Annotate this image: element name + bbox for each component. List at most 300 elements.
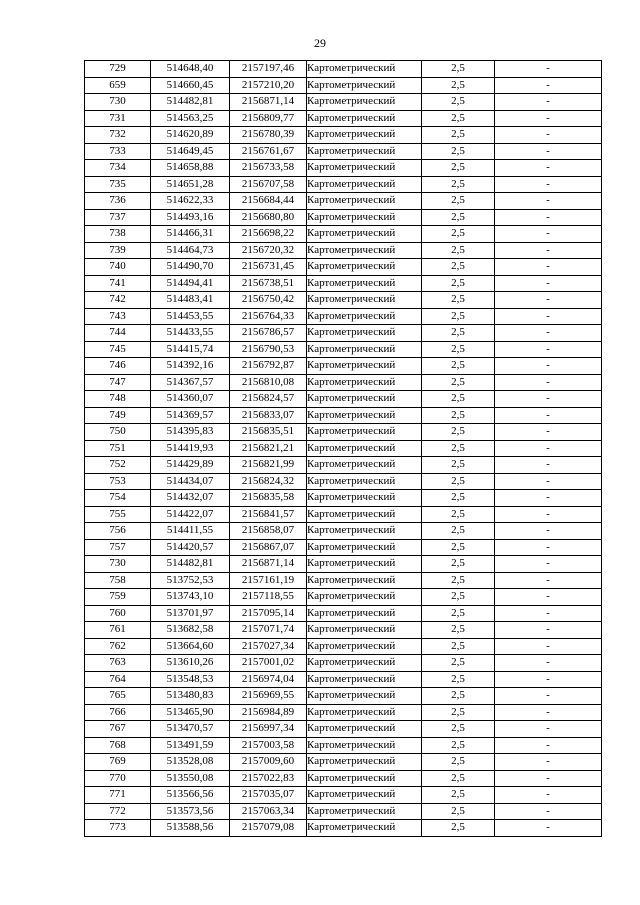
table-row — [85, 457, 602, 474]
x-coordinate-cell: 514432,07 — [151, 490, 230, 507]
accuracy-cell: 2,5 — [422, 556, 495, 573]
method-cell: Картометрический — [307, 325, 422, 342]
y-coordinate-cell: 2156733,58 — [230, 160, 307, 177]
y-coordinate-cell: 2157071,74 — [230, 622, 307, 639]
y-coordinate-cell: 2156764,33 — [230, 308, 307, 325]
x-coordinate-cell: 514651,28 — [151, 176, 230, 193]
description-cell: - — [495, 457, 602, 474]
point-number-cell: 767 — [85, 721, 151, 738]
accuracy-cell: 2,5 — [422, 226, 495, 243]
method-cell: Картометрический — [307, 688, 422, 705]
table-row — [85, 572, 602, 589]
table-row — [85, 655, 602, 672]
description-cell: - — [495, 572, 602, 589]
point-number-cell: 737 — [85, 209, 151, 226]
x-coordinate-cell: 514658,88 — [151, 160, 230, 177]
method-cell: Картометрический — [307, 308, 422, 325]
description-cell: - — [495, 704, 602, 721]
table-row — [85, 721, 602, 738]
point-number-cell: 745 — [85, 341, 151, 358]
point-number-cell: 760 — [85, 605, 151, 622]
x-coordinate-cell: 514395,83 — [151, 424, 230, 441]
accuracy-cell: 2,5 — [422, 506, 495, 523]
method-cell: Картометрический — [307, 374, 422, 391]
description-cell: - — [495, 77, 602, 94]
table-row — [85, 424, 602, 441]
accuracy-cell: 2,5 — [422, 292, 495, 309]
y-coordinate-cell: 2156738,51 — [230, 275, 307, 292]
accuracy-cell: 2,5 — [422, 325, 495, 342]
point-number-cell: 735 — [85, 176, 151, 193]
accuracy-cell: 2,5 — [422, 143, 495, 160]
table-row — [85, 391, 602, 408]
table-row — [85, 589, 602, 606]
method-cell: Картометрический — [307, 605, 422, 622]
description-cell: - — [495, 61, 602, 78]
y-coordinate-cell: 2156871,14 — [230, 94, 307, 111]
table-row — [85, 341, 602, 358]
x-coordinate-cell: 514648,40 — [151, 61, 230, 78]
description-cell: - — [495, 358, 602, 375]
description-cell: - — [495, 820, 602, 837]
x-coordinate-cell: 514411,55 — [151, 523, 230, 540]
coordinates-table-body — [85, 61, 602, 837]
method-cell: Картометрический — [307, 704, 422, 721]
x-coordinate-cell: 514429,89 — [151, 457, 230, 474]
accuracy-cell: 2,5 — [422, 94, 495, 111]
table-row — [85, 407, 602, 424]
method-cell: Картометрический — [307, 787, 422, 804]
point-number-cell: 741 — [85, 275, 151, 292]
accuracy-cell: 2,5 — [422, 787, 495, 804]
table-row — [85, 605, 602, 622]
description-cell: - — [495, 523, 602, 540]
y-coordinate-cell: 2157003,58 — [230, 737, 307, 754]
accuracy-cell: 2,5 — [422, 523, 495, 540]
description-cell: - — [495, 556, 602, 573]
table-row — [85, 242, 602, 259]
point-number-cell: 772 — [85, 803, 151, 820]
accuracy-cell: 2,5 — [422, 61, 495, 78]
x-coordinate-cell: 514415,74 — [151, 341, 230, 358]
point-number-cell: 744 — [85, 325, 151, 342]
method-cell: Картометрический — [307, 391, 422, 408]
method-cell: Картометрический — [307, 275, 422, 292]
x-coordinate-cell: 513491,59 — [151, 737, 230, 754]
y-coordinate-cell: 2156809,77 — [230, 110, 307, 127]
method-cell: Картометрический — [307, 424, 422, 441]
table-row — [85, 523, 602, 540]
point-number-cell: 729 — [85, 61, 151, 78]
point-number-cell: 771 — [85, 787, 151, 804]
point-number-cell: 742 — [85, 292, 151, 309]
accuracy-cell: 2,5 — [422, 688, 495, 705]
method-cell: Картометрический — [307, 572, 422, 589]
table-row — [85, 539, 602, 556]
description-cell: - — [495, 209, 602, 226]
x-coordinate-cell: 513480,83 — [151, 688, 230, 705]
point-number-cell: 736 — [85, 193, 151, 210]
y-coordinate-cell: 2156824,57 — [230, 391, 307, 408]
method-cell: Картометрический — [307, 473, 422, 490]
description-cell: - — [495, 292, 602, 309]
point-number-cell: 761 — [85, 622, 151, 639]
accuracy-cell: 2,5 — [422, 572, 495, 589]
point-number-cell: 765 — [85, 688, 151, 705]
y-coordinate-cell: 2157009,60 — [230, 754, 307, 771]
table-row — [85, 374, 602, 391]
description-cell: - — [495, 589, 602, 606]
description-cell: - — [495, 721, 602, 738]
y-coordinate-cell: 2157079,08 — [230, 820, 307, 837]
method-cell: Картометрический — [307, 457, 422, 474]
y-coordinate-cell: 2157161,19 — [230, 572, 307, 589]
table-row — [85, 358, 602, 375]
coordinates-table — [84, 60, 602, 837]
description-cell: - — [495, 770, 602, 787]
point-number-cell: 732 — [85, 127, 151, 144]
accuracy-cell: 2,5 — [422, 341, 495, 358]
table-row — [85, 754, 602, 771]
method-cell: Картометрический — [307, 341, 422, 358]
x-coordinate-cell: 514482,81 — [151, 94, 230, 111]
x-coordinate-cell: 513752,53 — [151, 572, 230, 589]
page-number: 29 — [314, 36, 326, 50]
method-cell: Картометрический — [307, 407, 422, 424]
y-coordinate-cell: 2157095,14 — [230, 605, 307, 622]
accuracy-cell: 2,5 — [422, 704, 495, 721]
x-coordinate-cell: 513588,56 — [151, 820, 230, 837]
point-number-cell: 752 — [85, 457, 151, 474]
description-cell: - — [495, 160, 602, 177]
table-row — [85, 688, 602, 705]
table-row — [85, 193, 602, 210]
x-coordinate-cell: 513566,56 — [151, 787, 230, 804]
description-cell: - — [495, 787, 602, 804]
x-coordinate-cell: 513573,56 — [151, 803, 230, 820]
method-cell: Картометрический — [307, 292, 422, 309]
accuracy-cell: 2,5 — [422, 160, 495, 177]
point-number-cell: 753 — [85, 473, 151, 490]
table-row — [85, 292, 602, 309]
y-coordinate-cell: 2156835,51 — [230, 424, 307, 441]
x-coordinate-cell: 514422,07 — [151, 506, 230, 523]
method-cell: Картометрический — [307, 440, 422, 457]
accuracy-cell: 2,5 — [422, 622, 495, 639]
y-coordinate-cell: 2156969,55 — [230, 688, 307, 705]
point-number-cell: 747 — [85, 374, 151, 391]
y-coordinate-cell: 2157197,46 — [230, 61, 307, 78]
x-coordinate-cell: 513528,08 — [151, 754, 230, 771]
y-coordinate-cell: 2157210,20 — [230, 77, 307, 94]
accuracy-cell: 2,5 — [422, 209, 495, 226]
y-coordinate-cell: 2156974,04 — [230, 671, 307, 688]
accuracy-cell: 2,5 — [422, 275, 495, 292]
x-coordinate-cell: 514660,45 — [151, 77, 230, 94]
point-number-cell: 733 — [85, 143, 151, 160]
y-coordinate-cell: 2156786,57 — [230, 325, 307, 342]
x-coordinate-cell: 514369,57 — [151, 407, 230, 424]
accuracy-cell: 2,5 — [422, 490, 495, 507]
point-number-cell: 746 — [85, 358, 151, 375]
description-cell: - — [495, 341, 602, 358]
description-cell: - — [495, 655, 602, 672]
table-row — [85, 325, 602, 342]
method-cell: Картометрический — [307, 589, 422, 606]
point-number-cell: 749 — [85, 407, 151, 424]
y-coordinate-cell: 2156707,58 — [230, 176, 307, 193]
point-number-cell: 770 — [85, 770, 151, 787]
y-coordinate-cell: 2157001,02 — [230, 655, 307, 672]
description-cell: - — [495, 737, 602, 754]
method-cell: Картометрический — [307, 110, 422, 127]
y-coordinate-cell: 2157063,34 — [230, 803, 307, 820]
method-cell: Картометрический — [307, 143, 422, 160]
accuracy-cell: 2,5 — [422, 374, 495, 391]
table-row — [85, 506, 602, 523]
point-number-cell: 757 — [85, 539, 151, 556]
method-cell: Картометрический — [307, 226, 422, 243]
point-number-cell: 766 — [85, 704, 151, 721]
x-coordinate-cell: 514453,55 — [151, 308, 230, 325]
method-cell: Картометрический — [307, 556, 422, 573]
y-coordinate-cell: 2156858,07 — [230, 523, 307, 540]
point-number-cell: 738 — [85, 226, 151, 243]
table-row — [85, 226, 602, 243]
point-number-cell: 734 — [85, 160, 151, 177]
description-cell: - — [495, 671, 602, 688]
description-cell: - — [495, 226, 602, 243]
x-coordinate-cell: 513550,08 — [151, 770, 230, 787]
accuracy-cell: 2,5 — [422, 358, 495, 375]
table-row — [85, 160, 602, 177]
y-coordinate-cell: 2156824,32 — [230, 473, 307, 490]
table-row — [85, 770, 602, 787]
x-coordinate-cell: 514419,93 — [151, 440, 230, 457]
point-number-cell: 758 — [85, 572, 151, 589]
table-row — [85, 638, 602, 655]
y-coordinate-cell: 2156841,57 — [230, 506, 307, 523]
y-coordinate-cell: 2156684,44 — [230, 193, 307, 210]
table-row — [85, 556, 602, 573]
accuracy-cell: 2,5 — [422, 671, 495, 688]
y-coordinate-cell: 2156680,80 — [230, 209, 307, 226]
x-coordinate-cell: 514620,89 — [151, 127, 230, 144]
table-row — [85, 61, 602, 78]
method-cell: Картометрический — [307, 737, 422, 754]
x-coordinate-cell: 514563,25 — [151, 110, 230, 127]
accuracy-cell: 2,5 — [422, 424, 495, 441]
y-coordinate-cell: 2156731,45 — [230, 259, 307, 276]
table-row — [85, 110, 602, 127]
method-cell: Картометрический — [307, 638, 422, 655]
y-coordinate-cell: 2156835,58 — [230, 490, 307, 507]
method-cell: Картометрический — [307, 539, 422, 556]
point-number-cell: 769 — [85, 754, 151, 771]
description-cell: - — [495, 110, 602, 127]
description-cell: - — [495, 94, 602, 111]
description-cell: - — [495, 754, 602, 771]
table-row — [85, 94, 602, 111]
description-cell: - — [495, 259, 602, 276]
description-cell: - — [495, 424, 602, 441]
accuracy-cell: 2,5 — [422, 77, 495, 94]
point-number-cell: 659 — [85, 77, 151, 94]
description-cell: - — [495, 275, 602, 292]
point-number-cell: 731 — [85, 110, 151, 127]
method-cell: Картометрический — [307, 242, 422, 259]
point-number-cell: 764 — [85, 671, 151, 688]
x-coordinate-cell: 514494,41 — [151, 275, 230, 292]
x-coordinate-cell: 514367,57 — [151, 374, 230, 391]
table-row — [85, 127, 602, 144]
y-coordinate-cell: 2156821,21 — [230, 440, 307, 457]
table-row — [85, 671, 602, 688]
accuracy-cell: 2,5 — [422, 721, 495, 738]
method-cell: Картометрический — [307, 803, 422, 820]
y-coordinate-cell: 2156780,39 — [230, 127, 307, 144]
description-cell: - — [495, 490, 602, 507]
y-coordinate-cell: 2157027,34 — [230, 638, 307, 655]
description-cell: - — [495, 622, 602, 639]
point-number-cell: 739 — [85, 242, 151, 259]
method-cell: Картометрический — [307, 193, 422, 210]
x-coordinate-cell: 513743,10 — [151, 589, 230, 606]
description-cell: - — [495, 506, 602, 523]
method-cell: Картометрический — [307, 506, 422, 523]
table-row — [85, 803, 602, 820]
point-number-cell: 763 — [85, 655, 151, 672]
x-coordinate-cell: 514434,07 — [151, 473, 230, 490]
point-number-cell: 756 — [85, 523, 151, 540]
y-coordinate-cell: 2156821,99 — [230, 457, 307, 474]
description-cell: - — [495, 688, 602, 705]
y-coordinate-cell: 2156997,34 — [230, 721, 307, 738]
x-coordinate-cell: 514490,70 — [151, 259, 230, 276]
method-cell: Картометрический — [307, 721, 422, 738]
y-coordinate-cell: 2156761,67 — [230, 143, 307, 160]
description-cell: - — [495, 374, 602, 391]
accuracy-cell: 2,5 — [422, 638, 495, 655]
point-number-cell: 751 — [85, 440, 151, 457]
table-row — [85, 143, 602, 160]
point-number-cell: 730 — [85, 556, 151, 573]
accuracy-cell: 2,5 — [422, 391, 495, 408]
method-cell: Картометрический — [307, 160, 422, 177]
point-number-cell: 754 — [85, 490, 151, 507]
table-row — [85, 259, 602, 276]
accuracy-cell: 2,5 — [422, 407, 495, 424]
accuracy-cell: 2,5 — [422, 110, 495, 127]
y-coordinate-cell: 2156867,07 — [230, 539, 307, 556]
table-row — [85, 490, 602, 507]
y-coordinate-cell: 2157118,55 — [230, 589, 307, 606]
x-coordinate-cell: 514493,16 — [151, 209, 230, 226]
accuracy-cell: 2,5 — [422, 754, 495, 771]
x-coordinate-cell: 513664,60 — [151, 638, 230, 655]
x-coordinate-cell: 514622,33 — [151, 193, 230, 210]
point-number-cell: 773 — [85, 820, 151, 837]
y-coordinate-cell: 2157022,83 — [230, 770, 307, 787]
x-coordinate-cell: 514392,16 — [151, 358, 230, 375]
x-coordinate-cell: 513701,97 — [151, 605, 230, 622]
method-cell: Картометрический — [307, 820, 422, 837]
x-coordinate-cell: 514483,41 — [151, 292, 230, 309]
accuracy-cell: 2,5 — [422, 770, 495, 787]
description-cell: - — [495, 440, 602, 457]
method-cell: Картометрический — [307, 358, 422, 375]
y-coordinate-cell: 2156698,22 — [230, 226, 307, 243]
description-cell: - — [495, 638, 602, 655]
method-cell: Картометрический — [307, 176, 422, 193]
accuracy-cell: 2,5 — [422, 308, 495, 325]
point-number-cell: 762 — [85, 638, 151, 655]
point-number-cell: 768 — [85, 737, 151, 754]
x-coordinate-cell: 514464,73 — [151, 242, 230, 259]
description-cell: - — [495, 242, 602, 259]
method-cell: Картометрический — [307, 127, 422, 144]
method-cell: Картометрический — [307, 523, 422, 540]
description-cell: - — [495, 605, 602, 622]
x-coordinate-cell: 513470,57 — [151, 721, 230, 738]
accuracy-cell: 2,5 — [422, 589, 495, 606]
table-row — [85, 737, 602, 754]
accuracy-cell: 2,5 — [422, 259, 495, 276]
point-number-cell: 755 — [85, 506, 151, 523]
x-coordinate-cell: 514482,81 — [151, 556, 230, 573]
x-coordinate-cell: 513610,26 — [151, 655, 230, 672]
y-coordinate-cell: 2157035,07 — [230, 787, 307, 804]
description-cell: - — [495, 407, 602, 424]
y-coordinate-cell: 2156750,42 — [230, 292, 307, 309]
method-cell: Картометрический — [307, 754, 422, 771]
table-row — [85, 308, 602, 325]
method-cell: Картометрический — [307, 655, 422, 672]
description-cell: - — [495, 391, 602, 408]
point-number-cell: 730 — [85, 94, 151, 111]
description-cell: - — [495, 325, 602, 342]
table-row — [85, 820, 602, 837]
table-row — [85, 787, 602, 804]
x-coordinate-cell: 514420,57 — [151, 539, 230, 556]
x-coordinate-cell: 513465,90 — [151, 704, 230, 721]
y-coordinate-cell: 2156720,32 — [230, 242, 307, 259]
table-row — [85, 77, 602, 94]
description-cell: - — [495, 308, 602, 325]
accuracy-cell: 2,5 — [422, 473, 495, 490]
point-number-cell: 759 — [85, 589, 151, 606]
method-cell: Картометрический — [307, 94, 422, 111]
x-coordinate-cell: 513548,53 — [151, 671, 230, 688]
point-number-cell: 740 — [85, 259, 151, 276]
point-number-cell: 743 — [85, 308, 151, 325]
method-cell: Картометрический — [307, 209, 422, 226]
accuracy-cell: 2,5 — [422, 176, 495, 193]
x-coordinate-cell: 513682,58 — [151, 622, 230, 639]
accuracy-cell: 2,5 — [422, 539, 495, 556]
description-cell: - — [495, 473, 602, 490]
accuracy-cell: 2,5 — [422, 457, 495, 474]
table-row — [85, 176, 602, 193]
table-row — [85, 440, 602, 457]
method-cell: Картометрический — [307, 490, 422, 507]
point-number-cell: 748 — [85, 391, 151, 408]
method-cell: Картометрический — [307, 61, 422, 78]
x-coordinate-cell: 514360,07 — [151, 391, 230, 408]
table-row — [85, 275, 602, 292]
method-cell: Картометрический — [307, 770, 422, 787]
description-cell: - — [495, 176, 602, 193]
